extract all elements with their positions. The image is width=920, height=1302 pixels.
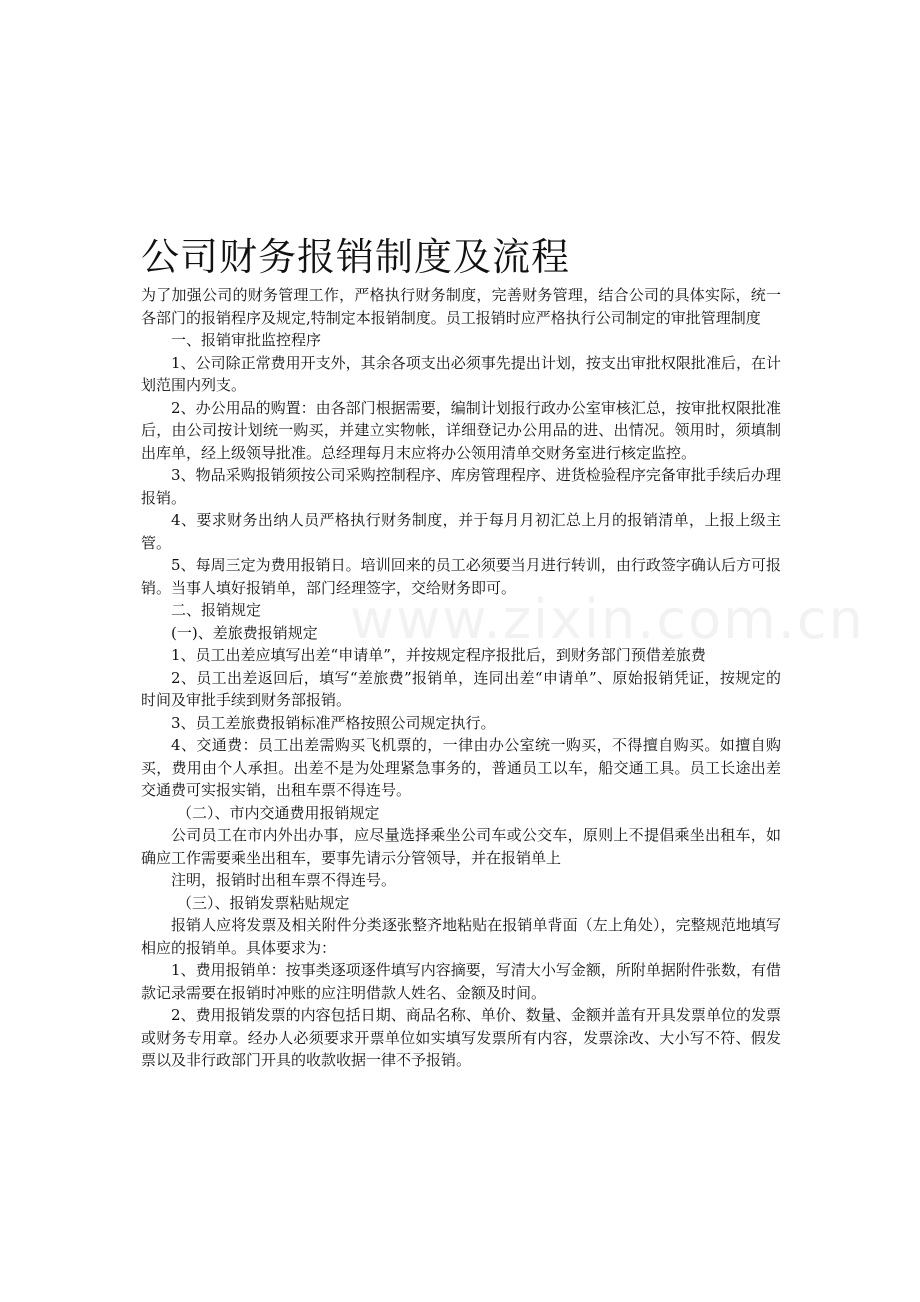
approval-item-4: 4、要求财务出纳人员严格执行财务制度，并于每月月初汇总上月的报销清单，上报上级主管。 bbox=[141, 511, 781, 552]
local-transport-note: 注明，报销时出租车票不得连号。 bbox=[171, 871, 397, 889]
approval-item-5: 5、每周三定为费用报销日。培训回来的员工必须要当月进行转训，由行政签字确认后方可报销。当事人填好报销单，部门经理签字，交给财务即可。 bbox=[141, 556, 781, 597]
approval-item-3: 3、物品采购报销须按公司采购控制程序、库房管理程序、进货检验程序完备审批手续后办理报销。 bbox=[141, 466, 781, 507]
invoice-item-1: 1、费用报销单：按事类逐项逐件填写内容摘要，写清大小写金额，所附单据附件张数，有借款记录需要在报销时冲账的应注明借款人姓名、金额及时间。 bbox=[141, 961, 781, 1002]
travel-item-2: 2、员工出差返回后，填写“差旅费”报销单，连同出差“申请单”、原始报销凭证，按规定的时间及审批手续到财务部报销。 bbox=[141, 668, 781, 709]
subsection-heading-invoice: （三）、报销发票粘贴规定 bbox=[177, 893, 350, 912]
section-heading-approval: 一、报销审批监控程序 bbox=[171, 331, 322, 349]
local-transport-paragraph: 公司员工在市内外出办事，应尽量选择乘坐公司车或公交车，原则上不提倡乘坐出租车，如确应工作需要乘坐出租车，要事先请示分管领导，并在报销单上 bbox=[141, 826, 781, 867]
travel-item-4: 4、交通费：员工出差需购买飞机票的，一律由办公室统一购买，不得擅自购买。如擅自购买，费用由个人承担。出差不是为处理紧急事务的，普通员工以车，船交通工具。员工长途出差交通费可实报实销，出租车票不得连号。 bbox=[141, 736, 781, 799]
watermark: www.zixin.com.cn bbox=[350, 588, 865, 651]
document-title: 公司财务报销制度及流程 bbox=[141, 235, 571, 279]
travel-item-1: 1、员工出差应填写出差“申请单”，并按规定程序报批后，到财务部门预借差旅费 bbox=[171, 646, 706, 664]
invoice-paragraph: 报销人应将发票及相关附件分类逐张整齐地粘贴在报销单背面（左上角处），完整规范地填写相应的报销单。具体要求为： bbox=[141, 916, 781, 957]
invoice-item-2: 2、费用报销发票的内容包括日期、商品名称、单价、数量、金额并盖有开具发票单位的发票或财务专用章。经办人必须要求开票单位如实填写发票所有内容，发票涂改、大小写不符、假发票以及非行政部门开具的收款收据一律不予报销。 bbox=[141, 1006, 781, 1069]
travel-item-3: 3、员工差旅费报销标准严格按照公司规定执行。 bbox=[171, 713, 496, 732]
intro-paragraph: 为了加强公司的财务管理工作，严格执行财务制度，完善财务管理，结合公司的具体实际，统一各部门的报销程序及规定,特制定本报销制度。员工报销时应严格执行公司制定的审批管理制度 bbox=[141, 286, 781, 327]
subsection-heading-travel: (一)、差旅费报销规定 bbox=[171, 623, 318, 642]
document-body bbox=[141, 232, 781, 1072]
approval-item-2: 2、办公用品的购置：由各部门根据需要，编制计划报行政办公室审核汇总，按审批权限批准后，由公司按计划统一购买，并建立实物帐，详细登记办公用品的进、出情况。领用时，须填制出库单，经上级领导批准。总经理每月末应将办公领用清单交财务室进行核定监控。 bbox=[141, 398, 781, 462]
subsection-heading-local-transport: （二）、市内交通费用报销规定 bbox=[177, 803, 380, 822]
approval-item-1: 1、公司除正常费用开支外，其余各项支出必须事先提出计划，按支出审批权限批准后，在计划范围内列支。 bbox=[141, 353, 781, 394]
section-heading-rules: 二、报销规定 bbox=[171, 601, 262, 619]
